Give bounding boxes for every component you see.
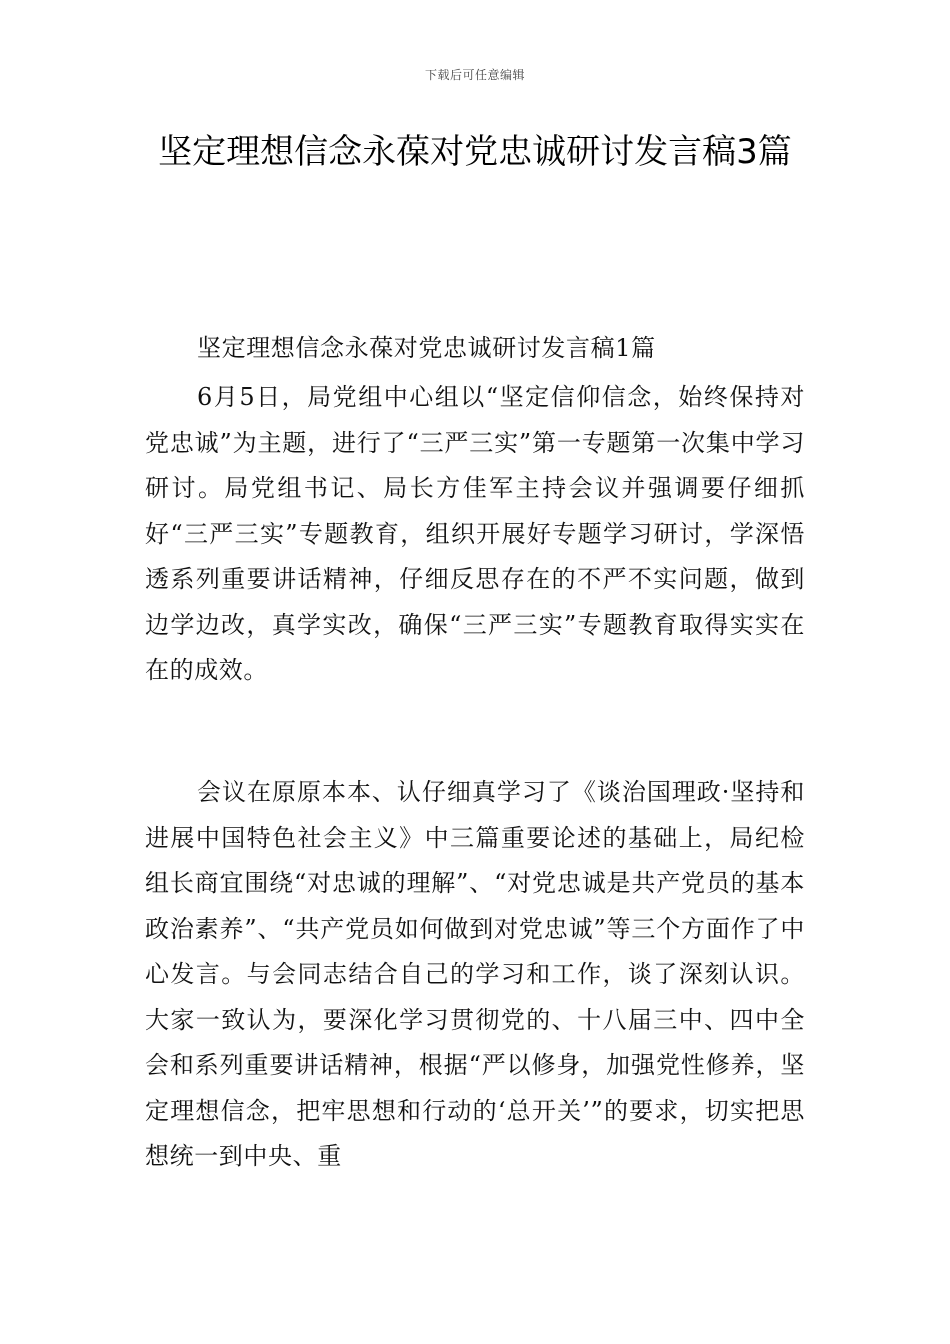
paragraph-1: 6月5日，局党组中心组以“坚定信仰信念，始终保持对党忠诚”为主题，进行了“三严三实”第一专题第一次集中学习研讨。局党组书记、局长方佳军主持会议并强调要仔细抓好“三严三实”专题教育，组织开展好专题学习研讨，学深悟透系列重要讲话精神，仔细反思存在的不严不实问题，做到边学边改，真学实改，确保“三严三实”专题教育取得实实在在的成效。 [145, 383, 805, 684]
section-title: 坚定理想信念永葆对党忠诚研讨发言稿1篇 [197, 334, 656, 362]
document-title: 坚定理想信念永葆对党忠诚研讨发言稿3篇 [158, 132, 792, 172]
header-note: 下载后可任意编辑 [424, 68, 525, 82]
paragraph-2: 会议在原原本本、认仔细真学习了《谈治国理政·坚持和进展中国特色社会主义》中三篇重要论述的基础上，局纪检组长商宜围绕“对忠诚的理解”、“对党忠诚是共产党员的基本政治素养”、“共产党员如何做到对党忠诚”等三个方面作了中心发言。与会同志结合自己的学习和工作，谈了深刻认识。大家一致认为，要深化学习贯彻党的、十八届三中、四中全会和系列重要讲话精神，根据“严以修身，加强党性修养，坚定理想信念，把牢思想和行动的‘总开关’”的要求，切实把思想统一到中央、重 [145, 778, 805, 1170]
